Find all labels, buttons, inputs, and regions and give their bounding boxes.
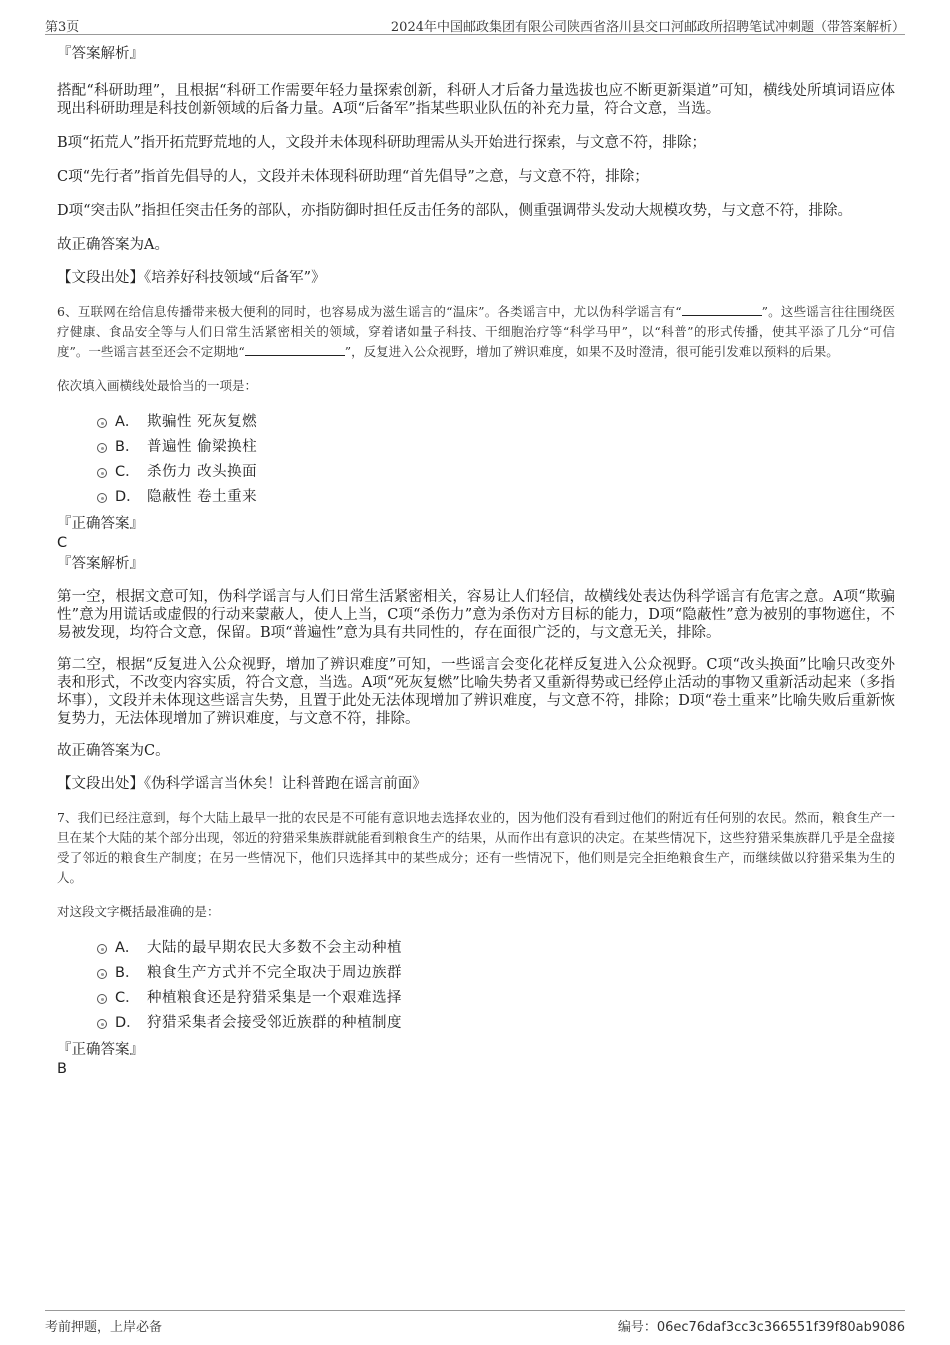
- footer-slogan: 考前押题，上岸必备: [45, 1320, 163, 1335]
- analysis-label: 『答案解析』: [57, 46, 144, 62]
- option-text: 欺骗性 死灰复燃: [147, 414, 258, 430]
- option-letter: C．: [115, 990, 140, 1006]
- question-6-stem: 6、互联网在给信息传播带来极大便利的同时，也容易成为滋生谣言的“温床”。各类谣言中，尤以伪科学谣言有“ ”。这些谣言往往围绕医疗健康、食品安全等与人们日常生活紧密相关的领域，穿着诸如量子科技、干细胞治疗等“科学马甲”，以“科普”的形式传播，使其平添了几分“可信度”。一些谣言甚至还会不定期地“ ”，反复进入公众视野，增加了辨识难度，如果不及时澄清，很可能引发难以预料的后果。: [57, 304, 895, 359]
- radio-icon[interactable]: [97, 969, 107, 979]
- radio-icon[interactable]: [97, 468, 107, 478]
- option-text: 隐蔽性 卷土重来: [147, 489, 258, 505]
- option-c[interactable]: [97, 460, 895, 485]
- option-b[interactable]: [97, 961, 895, 986]
- radio-icon[interactable]: [97, 944, 107, 954]
- option-letter: C．: [115, 464, 140, 480]
- page-footer: [45, 1310, 905, 1335]
- analysis-paragraph: B项“拓荒人”指开拓荒野荒地的人，文段并未体现科研助理需从头开始进行探索，与文意不符，排除；: [57, 135, 706, 151]
- correct-answer: B: [57, 1061, 67, 1077]
- option-text: 粮食生产方式并不完全取决于周边族群: [147, 965, 402, 981]
- radio-icon[interactable]: [97, 493, 107, 503]
- correct-answer: C: [57, 535, 68, 551]
- option-text: 杀伤力 改头换面: [147, 464, 258, 480]
- document-serial: 编号：06ec76daf3cc3c366551f39f80ab9086: [617, 1320, 905, 1335]
- page-content: [57, 42, 895, 1078]
- option-letter: B．: [115, 965, 140, 981]
- option-letter: D．: [115, 1015, 141, 1031]
- correct-answer-label: 『正确答案』: [57, 1042, 144, 1058]
- source-citation: 【文段出处】《培养好科技领域“后备军”》: [57, 270, 326, 286]
- question-7-options: [57, 936, 895, 1036]
- radio-icon[interactable]: [97, 994, 107, 1004]
- option-b[interactable]: [97, 435, 895, 460]
- analysis-paragraph: 搭配“科研助理”，且根据“科研工作需要年轻力量探索创新，科研人才后备力量选拔也应不断更新渠道”可知，横线处所填词语应体现出科研助理是科技创新领域的后备力量。A项“后备军”指某些职业队伍的补充力量，符合文意，当选。: [57, 83, 895, 117]
- fill-blank-2: [245, 343, 345, 356]
- option-letter: A．: [115, 414, 140, 430]
- question-6-prompt: 依次填入画横线处最恰当的一项是：: [57, 378, 258, 393]
- radio-icon[interactable]: [97, 443, 107, 453]
- source-citation: 【文段出处】《伪科学谣言当休矣！让科普跑在谣言前面》: [57, 776, 427, 792]
- option-text: 普遍性 偷梁换柱: [147, 439, 258, 455]
- option-letter: D．: [115, 489, 141, 505]
- fill-blank-1: [682, 303, 762, 316]
- document-title: 2024年中国邮政集团有限公司陕西省洛川县交口河邮政所招聘笔试冲刺题（带答案解析）: [390, 20, 905, 35]
- radio-icon[interactable]: [97, 418, 107, 428]
- analysis-conclusion: 故正确答案为A。: [57, 237, 169, 253]
- option-letter: B．: [115, 439, 140, 455]
- analysis-conclusion: 故正确答案为C。: [57, 743, 170, 759]
- option-d[interactable]: [97, 1011, 895, 1036]
- analysis-paragraph: 第二空，根据“反复进入公众视野，增加了辨识难度”可知，一些谣言会变化花样反复进入公众视野。C项“改头换面”比喻只改变外表和形式，不改变内容实质，符合文意，当选。A项“死灰复燃”比喻失势者又重新得势或已经停止活动的事物又重新活动起来（多指坏事），文段并未体现这些谣言失势，且置于此处无法体现增加了辨识难度，与文意不符，排除；D项“卷土重来”比喻失败后重新恢复势力，无法体现增加了辨识难度，与文意不符，排除。: [57, 657, 895, 727]
- analysis-paragraph: 第一空，根据文意可知，伪科学谣言与人们日常生活紧密相关，容易让人们轻信，故横线处表达伪科学谣言有危害之意。A项“欺骗性”意为用谎话或虚假的行动来蒙蔽人，使人上当，C项“杀伤力”意为杀伤对方目标的能力，D项“隐蔽性”意为被别的事物遮住，不易被发现，均符合文意，保留。B项“普遍性”意为具有共同性的，存在面很广泛的，与文意无关，排除。: [57, 589, 895, 641]
- page-number: 第3页: [45, 20, 80, 35]
- option-letter: A．: [115, 940, 140, 956]
- option-text: 种植粮食还是狩猎采集是一个艰难选择: [147, 990, 402, 1006]
- option-a[interactable]: [97, 410, 895, 435]
- option-c[interactable]: [97, 986, 895, 1011]
- correct-answer-label: 『正确答案』: [57, 516, 144, 532]
- question-7-prompt: 对这段文字概括最准确的是：: [57, 904, 220, 919]
- analysis-paragraph: D项“突击队”指担任突击任务的部队，亦指防御时担任反击任务的部队，侧重强调带头发动大规模攻势，与文意不符，排除。: [57, 203, 852, 219]
- analysis-label: 『答案解析』: [57, 556, 144, 572]
- option-text: 大陆的最早期农民大多数不会主动种植: [147, 940, 402, 956]
- page-header: [45, 14, 905, 35]
- option-text: 狩猎采集者会接受邻近族群的种植制度: [147, 1015, 402, 1031]
- radio-icon[interactable]: [97, 1019, 107, 1029]
- question-7-stem: 7、我们已经注意到，每个大陆上最早一批的农民是不可能有意识地去选择农业的，因为他们没有看到过他们的附近有任何别的农民。然而，粮食生产一旦在某个大陆的某个部分出现，邻近的狩猎采集族群就能看到粮食生产的结果，从而作出有意识的决定。在某些情况下，这些狩猎采集族群几乎是全盘接受了邻近的粮食生产制度；在另一些情况下，他们只选择其中的某些成分；还有一些情况下，他们则是完全拒绝粮食生产，而继续做以狩猎采集为生的人。: [57, 810, 895, 885]
- option-a[interactable]: [97, 936, 895, 961]
- question-6-options: [57, 410, 895, 510]
- option-d[interactable]: [97, 485, 895, 510]
- analysis-paragraph: C项“先行者”指首先倡导的人，文段并未体现科研助理“首先倡导”之意，与文意不符，排除；: [57, 169, 649, 185]
